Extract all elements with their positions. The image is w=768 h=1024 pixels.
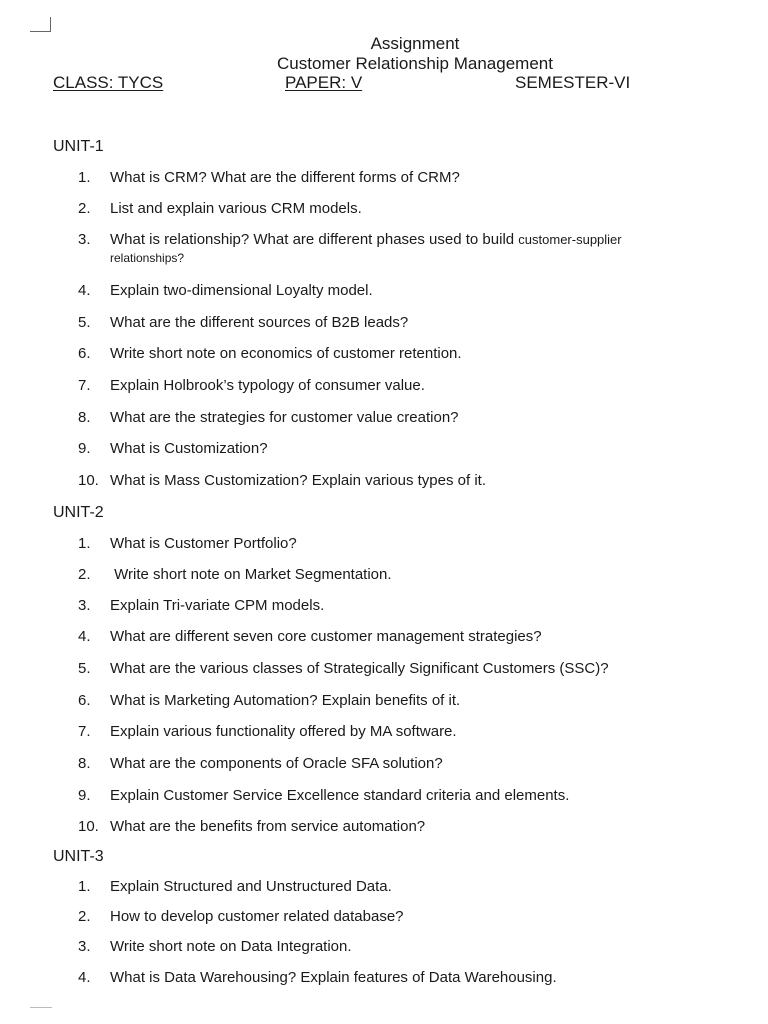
- question-text: Write short note on Market Segmentation.: [110, 566, 392, 583]
- question-number: 4.: [78, 628, 91, 645]
- semester-label: SEMESTER-VI: [515, 73, 631, 92]
- question-number: 9.: [78, 440, 91, 457]
- question-text: Explain Customer Service Excellence standard criteria and elements.: [110, 787, 570, 804]
- question-text: What are the strategies for customer value creation?: [110, 409, 459, 426]
- question-text: What are the various classes of Strategically Significant Customers (SSC)?: [110, 660, 609, 677]
- question-number: 1.: [78, 169, 91, 186]
- question-number: 10.: [78, 818, 99, 835]
- unit-heading: UNIT-2: [53, 504, 104, 521]
- question-text: Explain various functionality offered by MA software.: [110, 723, 457, 740]
- question-text: Explain Holbrook’s typology of consumer value.: [110, 377, 425, 394]
- question-number: 4.: [78, 969, 91, 986]
- question-number: 3.: [78, 231, 91, 248]
- question-text: What are the components of Oracle SFA solution?: [110, 755, 443, 772]
- question-text: What is Data Warehousing? Explain features of Data Warehousing.: [110, 969, 557, 986]
- question-number: 2.: [78, 908, 91, 925]
- page-bottom-mark: [30, 1007, 52, 1008]
- question-text: What are different seven core customer management strategies?: [110, 628, 542, 645]
- document-subtitle: Customer Relationship Management: [277, 54, 553, 73]
- question-number: 8.: [78, 755, 91, 772]
- question-number: 7.: [78, 723, 91, 740]
- class-label: CLASS: TYCS: [53, 73, 164, 92]
- question-number: 3.: [78, 597, 91, 614]
- question-text: List and explain various CRM models.: [110, 200, 362, 217]
- question-number: 6.: [78, 692, 91, 709]
- question-text: Explain two-dimensional Loyalty model.: [110, 282, 373, 299]
- question-text: What is Customization?: [110, 440, 268, 457]
- question-text: What is Customer Portfolio?: [110, 535, 297, 552]
- question-number: 10.: [78, 472, 99, 489]
- question-text: What are the different sources of B2B leads?: [110, 314, 409, 331]
- document-title: Assignment: [370, 34, 460, 53]
- question-number: 4.: [78, 282, 91, 299]
- question-number: 1.: [78, 535, 91, 552]
- question-text: What is Mass Customization? Explain various types of it.: [110, 472, 486, 489]
- question-text: Write short note on economics of customer retention.: [110, 345, 462, 362]
- question-text: How to develop customer related database?: [110, 908, 404, 925]
- question-text: What is Marketing Automation? Explain benefits of it.: [110, 692, 461, 709]
- question-text: Write short note on Data Integration.: [110, 938, 352, 955]
- question-text: What is CRM? What are the different forms of CRM?: [110, 169, 460, 186]
- question-number: 9.: [78, 787, 91, 804]
- unit-heading: UNIT-1: [53, 138, 104, 155]
- paper-label: PAPER: V: [285, 73, 363, 92]
- question-number: 5.: [78, 314, 91, 331]
- question-number: 1.: [78, 878, 91, 895]
- question-number: 5.: [78, 660, 91, 677]
- question-number: 3.: [78, 938, 91, 955]
- question-number: 2.: [78, 566, 91, 583]
- page-corner-mark: [30, 17, 51, 32]
- question-number: 2.: [78, 200, 91, 217]
- question-text-small: customer-supplier: [518, 232, 622, 247]
- unit-heading: UNIT-3: [53, 848, 104, 865]
- question-number: 7.: [78, 377, 91, 394]
- question-text-continuation: relationships?: [110, 251, 185, 265]
- question-text: What are the benefits from service automation?: [110, 818, 426, 835]
- question-text: Explain Structured and Unstructured Data.: [110, 878, 392, 895]
- question-text-wrap: [110, 231, 748, 249]
- question-text: Explain Tri-variate CPM models.: [110, 597, 325, 614]
- question-text: What is relationship? What are different phases used to build: [110, 231, 515, 248]
- question-number: 8.: [78, 409, 91, 426]
- question-number: 6.: [78, 345, 91, 362]
